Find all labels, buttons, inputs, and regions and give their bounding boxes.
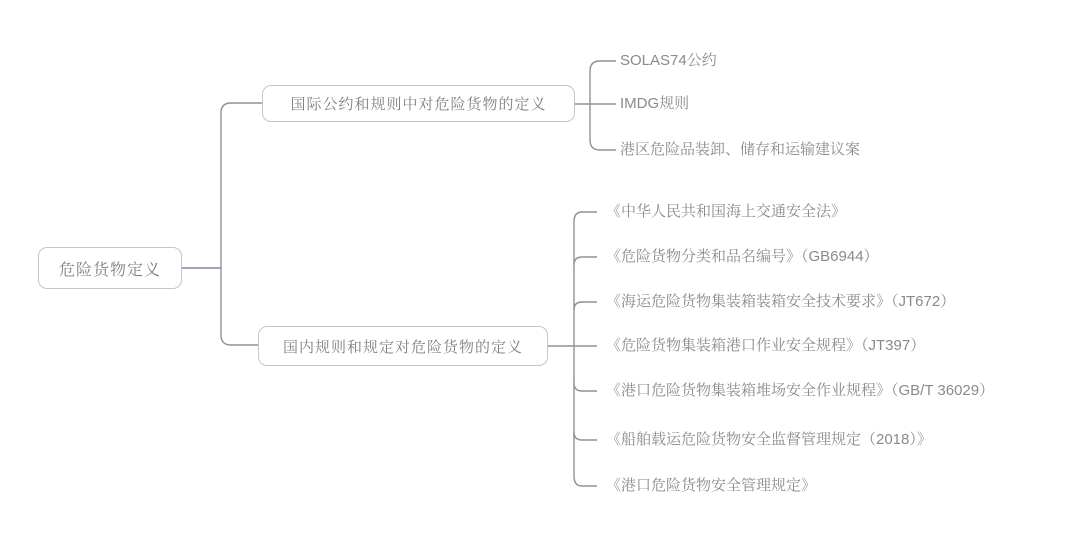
leaf-item[interactable]: 港区危险品装卸、储存和运输建议案 (620, 141, 861, 158)
leaf-item[interactable]: 《中华人民共和国海上交通安全法》 (606, 203, 847, 220)
root-node[interactable]: 危险货物定义 (38, 247, 182, 289)
leaf-item[interactable]: 《危险货物集装箱港口作业安全规程》（JT397） (606, 337, 926, 354)
leaf-item[interactable]: 《港口危险货物安全管理规定》 (606, 477, 817, 494)
branch-node-international[interactable]: 国际公约和规则中对危险货物的定义 (262, 85, 575, 122)
leaf-item[interactable]: 《港口危险货物集装箱堆场安全作业规程》（GB/T 36029） (606, 382, 995, 399)
leaf-item[interactable]: 《危险货物分类和品名编号》（GB6944） (606, 248, 879, 265)
leaf-item[interactable]: 《船舶载运危险货物安全监督管理规定（2018）》 (606, 431, 932, 448)
branch-connectors (221, 61, 616, 486)
branch-node-domestic[interactable]: 国内规则和规定对危险货物的定义 (258, 326, 548, 366)
leaf-item[interactable]: IMDG规则 (620, 95, 690, 112)
leaf-item[interactable]: SOLAS74公约 (620, 52, 717, 69)
leaf-item[interactable]: 《海运危险货物集装箱装箱安全技术要求》（JT672） (606, 293, 956, 310)
